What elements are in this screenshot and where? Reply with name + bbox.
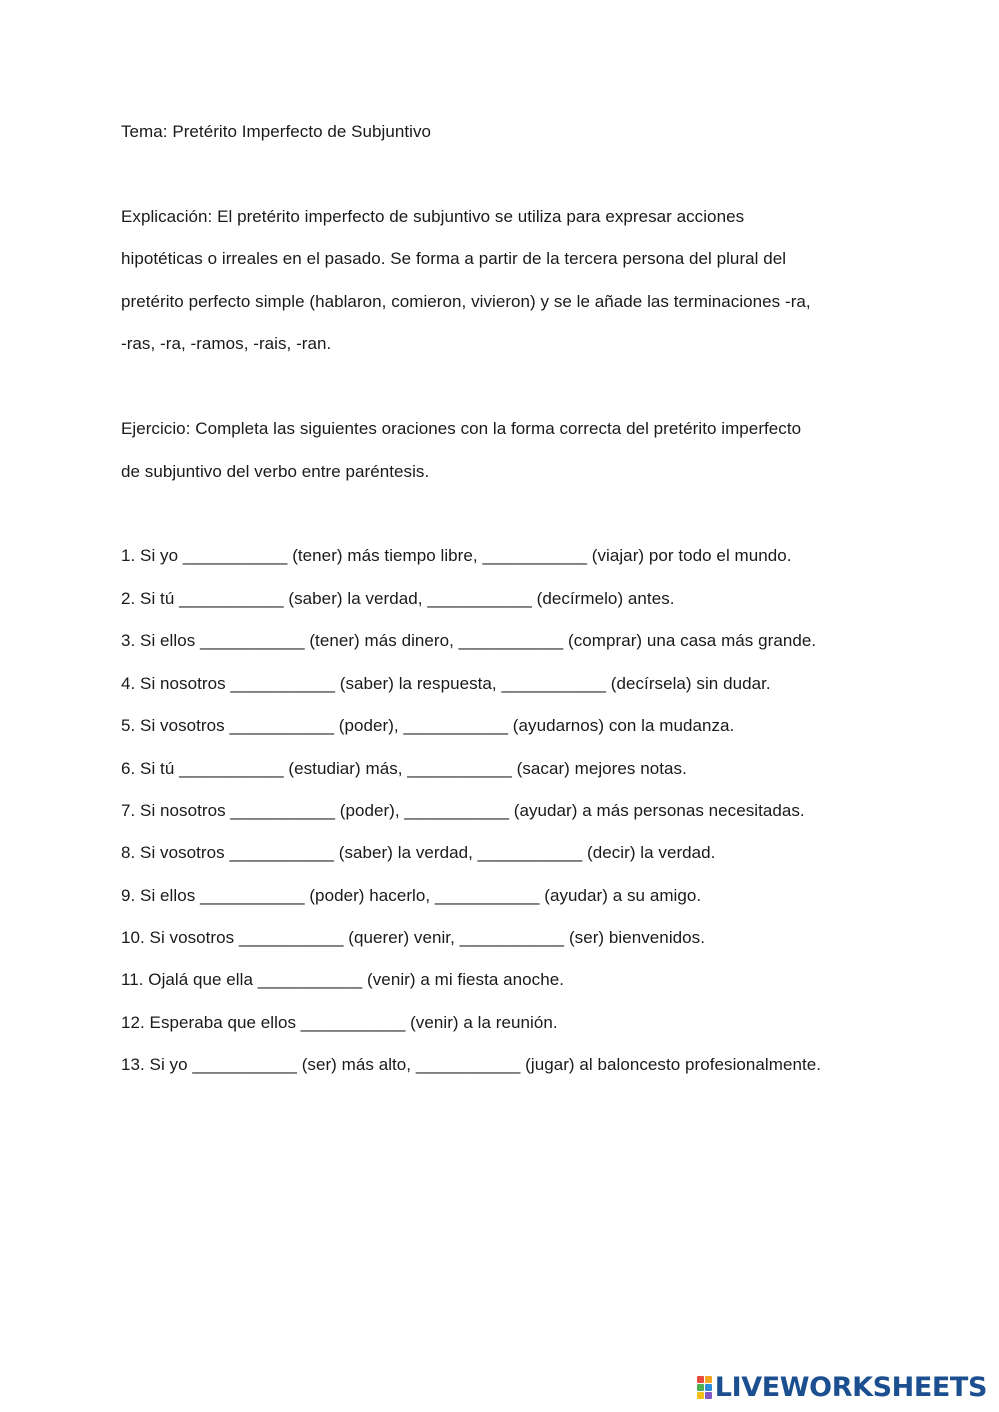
exercise-instruction-line: de subjuntivo del verbo entre paréntesis. bbox=[121, 462, 430, 481]
exercise-item-5: 5. Si vosotros ___________ (poder), ___________ (ayudarnos) con la mudanza. bbox=[121, 716, 735, 735]
explanation-line: hipotéticas o irreales en el pasado. Se forma a partir de la tercera persona del plural del bbox=[121, 249, 787, 268]
liveworksheets-brand bbox=[697, 1372, 987, 1402]
logo-block bbox=[697, 1392, 704, 1399]
exercise-item-11: 11. Ojalá que ella ___________ (venir) a mi fiesta anoche. bbox=[121, 970, 564, 989]
exercise-item-2: 2. Si tú ___________ (saber) la verdad, ___________ (decírmelo) antes. bbox=[121, 589, 675, 608]
logo-block bbox=[705, 1376, 712, 1383]
exercise-item-7: 7. Si nosotros ___________ (poder), ___________ (ayudar) a más personas necesitadas. bbox=[121, 801, 805, 820]
explanation-line: -ras, -ra, -ramos, -rais, -ran. bbox=[121, 334, 332, 353]
exercise-item-9: 9. Si ellos ___________ (poder) hacerlo, ___________ (ayudar) a su amigo. bbox=[121, 886, 702, 905]
explanation-line: Explicación: El pretérito imperfecto de subjuntivo se utiliza para expresar acciones bbox=[121, 207, 745, 226]
exercise-item-13: 13. Si yo ___________ (ser) más alto, ___________ (jugar) al baloncesto profesionalmente. bbox=[121, 1055, 822, 1074]
exercise-item-8: 8. Si vosotros ___________ (saber) la verdad, ___________ (decir) la verdad. bbox=[121, 843, 716, 862]
exercise-instruction-line: Ejercicio: Completa las siguientes oraciones con la forma correcta del pretérito imperfecto bbox=[121, 419, 802, 438]
exercise-item-1: 1. Si yo ___________ (tener) más tiempo libre, ___________ (viajar) por todo el mundo. bbox=[121, 546, 792, 565]
exercise-item-3: 3. Si ellos ___________ (tener) más dinero, ___________ (comprar) una casa más grande. bbox=[121, 631, 817, 650]
logo-block bbox=[697, 1384, 704, 1391]
logo-block bbox=[697, 1376, 704, 1383]
exercise-item-4: 4. Si nosotros ___________ (saber) la respuesta, ___________ (decírsela) sin dudar. bbox=[121, 674, 771, 693]
liveworksheets-logo-icon bbox=[697, 1376, 712, 1399]
explanation-line: pretérito perfecto simple (hablaron, comieron, vivieron) y se le añade las terminaciones -ra, bbox=[121, 292, 811, 311]
topic-heading: Tema: Pretérito Imperfecto de Subjuntivo bbox=[121, 122, 432, 141]
logo-block bbox=[705, 1384, 712, 1391]
exercise-item-6: 6. Si tú ___________ (estudiar) más, ___________ (sacar) mejores notas. bbox=[121, 759, 687, 778]
brand-wordmark: LIVEWORKSHEETS bbox=[714, 1371, 987, 1403]
logo-block bbox=[705, 1392, 712, 1399]
exercise-item-10: 10. Si vosotros ___________ (querer) venir, ___________ (ser) bienvenidos. bbox=[121, 928, 705, 947]
exercise-item-12: 12. Esperaba que ellos ___________ (venir) a la reunión. bbox=[121, 1013, 558, 1032]
